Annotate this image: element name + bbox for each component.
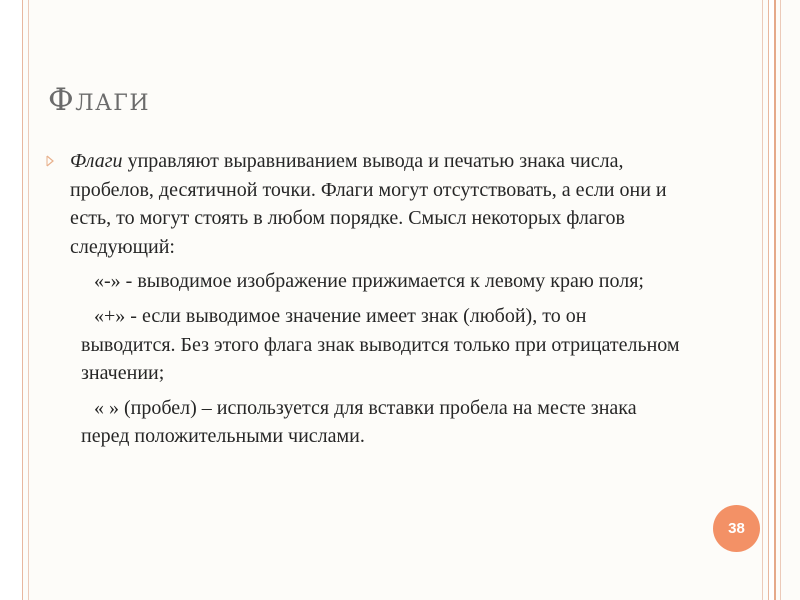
- bullet-paragraph: [44, 147, 684, 261]
- flag-description: - если выводимое значение имеет знак (любой), то он выводится. Без этого флага знак выводится только при отрицательном значении;: [81, 304, 680, 385]
- flag-description: - выводимое изображение прижимается к левому краю поля;: [120, 270, 644, 293]
- flag-symbol: « »: [94, 396, 119, 419]
- flag-item-plus: [44, 302, 684, 388]
- flag-item-minus: [44, 267, 684, 296]
- slide-content: [44, 147, 684, 451]
- page-number-badge: 38: [713, 505, 760, 552]
- flag-symbol: «+»: [94, 304, 126, 327]
- bullet-text: управляют выравниванием вывода и печатью знака числа, пробелов, десятичной точки. Флаги могут отсутствовать, а если они и есть, то могут стоять в любом порядке. Смысл некоторых флагов следующий:: [70, 150, 667, 258]
- flag-symbol: «-»: [94, 270, 121, 293]
- flag-item-space: [44, 394, 684, 451]
- flag-description: (пробел) – используется для вставки пробела на месте знака перед положительными числами.: [81, 396, 637, 448]
- right-border-strip: [774, 0, 800, 600]
- bullet-icon: [46, 155, 55, 167]
- slide-title: Флаги: [48, 82, 151, 118]
- bullet-lead: Флаги: [70, 150, 123, 172]
